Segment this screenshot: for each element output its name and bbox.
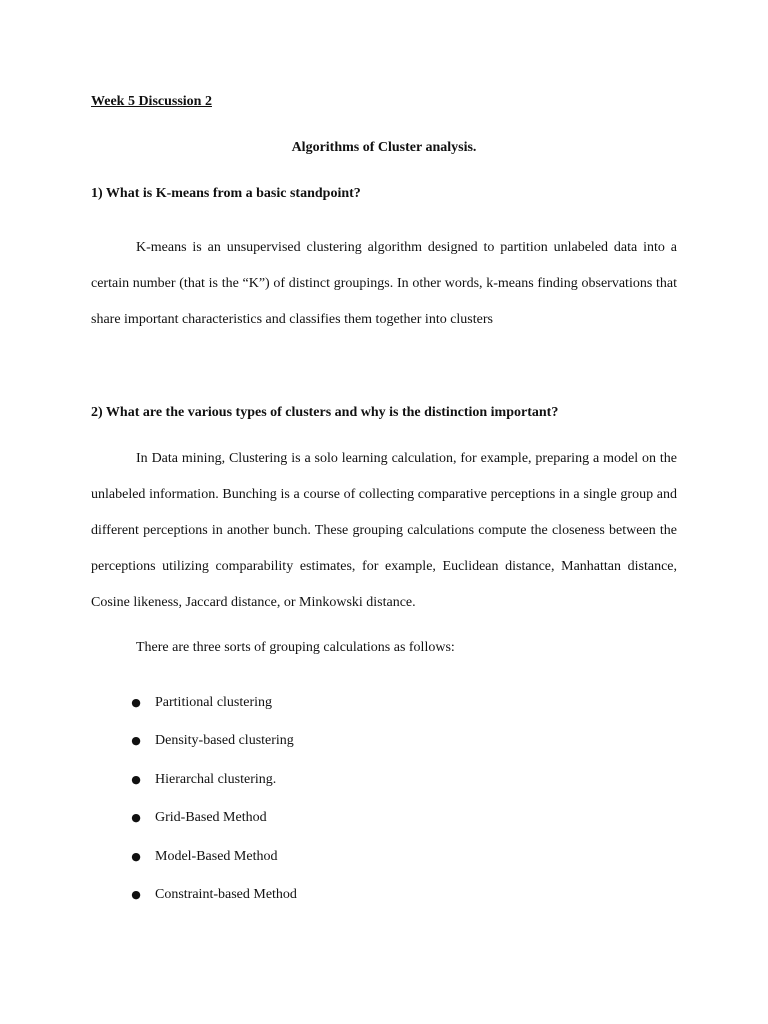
list-item (91, 761, 297, 799)
list-item (91, 684, 297, 722)
document-heading: Week 5 Discussion 2 (91, 94, 212, 109)
paragraph-2: In Data mining, Clustering is a solo learning calculation, for example, preparing a model on the unlabeled information. Bunching is a course of collecting comparative perceptions in a single group and different perceptions in another bunch. These grouping calculations compute the closeness between the perceptions utilizing comparability estimates, for example, Euclidean distance, Manhattan distance, Cosine likeness, Jaccard distance, or Minkowski distance. (91, 451, 677, 610)
bullet-icon: ● (131, 811, 141, 825)
list-item-label: Constraint-based Method (155, 886, 297, 902)
list-item-label: Grid-Based Method (155, 810, 267, 826)
list-item-label: Hierarchal clustering. (155, 771, 277, 787)
list-item (91, 722, 297, 760)
question-1: 1) What is K-means from a basic standpoint? (91, 186, 361, 201)
list-item-label: Partitional clustering (155, 695, 273, 710)
list-item (91, 799, 297, 837)
bullet-icon: ● (131, 772, 141, 786)
cluster-types-list (91, 684, 297, 914)
list-item (91, 838, 297, 876)
bullet-icon: ● (131, 887, 141, 901)
list-intro: There are three sorts of grouping calculations as follows: (136, 640, 455, 655)
paragraph-1: K-means is an unsupervised clustering algorithm designed to partition unlabeled data into a certain number (that is the “K”) of distinct groupings. In other words, k-means finding observations that share important characteristics and classifies them together into clusters (91, 240, 677, 327)
list-item-label: Model-Based Method (155, 848, 278, 864)
question-2: 2) What are the various types of clusters and why is the distinction important? (91, 405, 559, 420)
bullet-icon: ● (131, 734, 141, 748)
bullet-icon: ● (131, 849, 141, 863)
list-item (91, 876, 297, 914)
bullet-icon: ● (131, 696, 141, 709)
list-item-label: Density-based clustering (155, 733, 294, 749)
document-title: Algorithms of Cluster analysis. (291, 140, 477, 155)
